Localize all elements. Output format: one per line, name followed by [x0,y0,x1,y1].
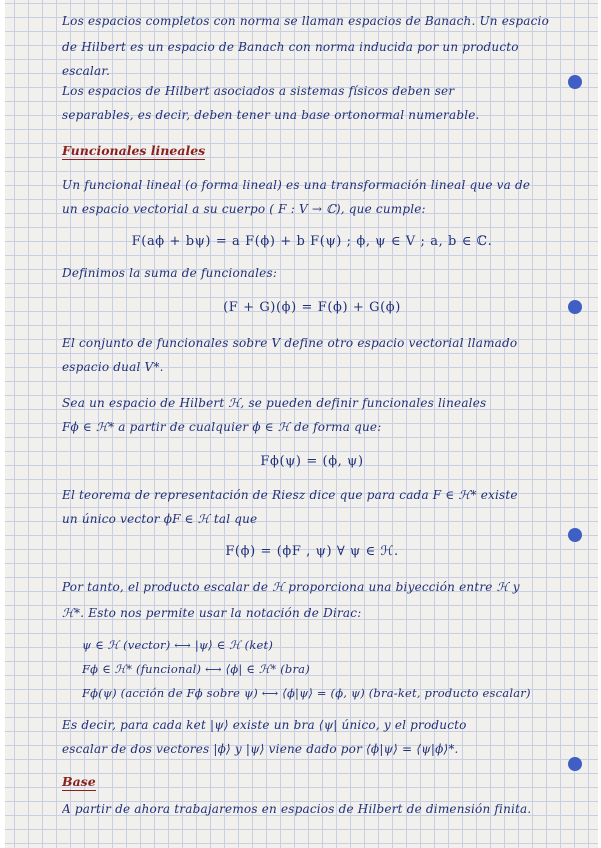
text-line: de Hilbert es un espacio de Banach con norma inducida por un producto [62,40,519,54]
list-item: Fϕ ∈ ℋ* (funcional) ⟷ ⟨ϕ| ∈ ℋ* (bra) [82,662,310,676]
text-line: Por tanto, el producto escalar de ℋ proporciona una biyección entre ℋ y [62,580,520,594]
text-line: El conjunto de funcionales sobre V define otro espacio vectorial llamado [62,336,518,350]
formula: (F + G)(ϕ) = F(ϕ) + G(ϕ) [223,300,401,315]
text-line: espacio dual V*. [62,360,164,374]
formula: F(ϕ) = (ϕF , ψ) ∀ ψ ∈ ℋ. [225,544,399,559]
formula: F(aϕ + bψ) = a F(ϕ) + b F(ψ) ; ϕ, ψ ∈ V ; a, b ∈ ℂ. [131,234,493,249]
page-left-edge [0,0,5,848]
text-line: Sea un espacio de Hilbert ℋ, se pueden definir funcionales lineales [62,396,487,410]
text-line: A partir de ahora trabajaremos en espacios de Hilbert de dimensión finita. [62,802,532,816]
binder-hole [568,300,582,314]
text-line: un único vector ϕF ∈ ℋ tal que [62,512,258,526]
text-line: Los espacios completos con norma se llaman espacios de Banach. Un espacio [62,14,550,28]
list-item: ψ ∈ ℋ (vector) ⟷ |ψ⟩ ∈ ℋ (ket) [82,638,274,652]
text-line: ℋ*. Esto nos permite usar la notación de Dirac: [62,606,362,620]
text-line: Los espacios de Hilbert asociados a sistemas físicos deben ser [62,84,455,98]
text-line: Es decir, para cada ket |ψ⟩ existe un bra ⟨ψ| único, y el producto [62,718,467,732]
section-heading: Base [62,774,96,789]
text-line: Definimos la suma de funcionales: [62,266,278,280]
text-line: un espacio vectorial a su cuerpo ( F : V → ℂ), que cumple: [62,202,426,216]
formula: Fϕ(ψ) = (ϕ, ψ) [260,454,364,469]
section-heading: Funcionales lineales [62,143,206,158]
text-line: El teorema de representación de Riesz dice que para cada F ∈ ℋ* existe [62,488,518,502]
list-item: Fϕ(ψ) (acción de Fϕ sobre ψ) ⟷ ⟨ϕ|ψ⟩ = (ϕ, ψ) (bra-ket, producto escalar) [82,686,531,700]
binder-hole [568,528,582,542]
text-line: separables, es decir, deben tener una base ortonormal numerable. [62,108,480,122]
binder-hole [568,757,582,771]
text-line: escalar de dos vectores |ϕ⟩ y |ψ⟩ viene dado por ⟨ϕ|ψ⟩ = ⟨ψ|ϕ⟩*. [62,742,459,756]
text-line: Fϕ ∈ ℋ* a partir de cualquier ϕ ∈ ℋ de forma que: [62,420,382,434]
text-line: Un funcional lineal (o forma lineal) es una transformación lineal que va de [62,178,531,192]
text-line: escalar. [62,64,110,78]
